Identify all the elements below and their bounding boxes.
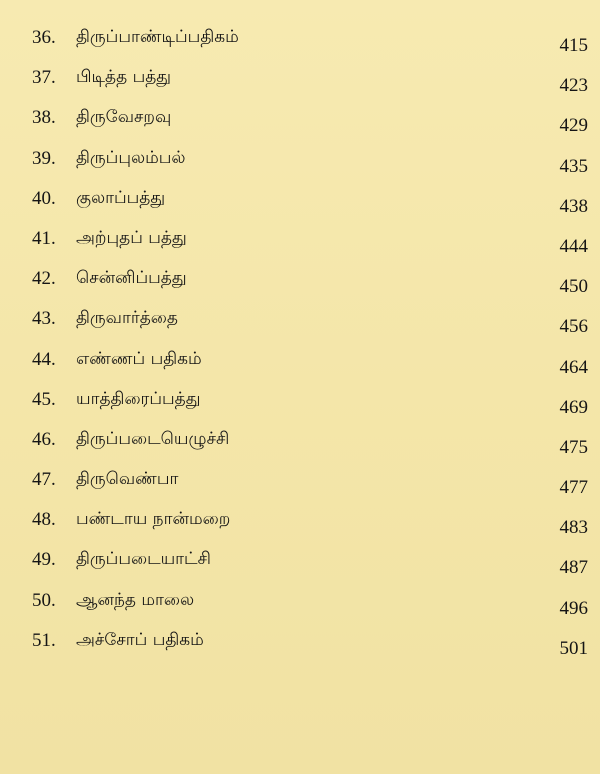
- entry-title: திருவெண்பா: [76, 469, 179, 490]
- entry-title: ஆனந்த மாலை: [76, 589, 195, 610]
- entry-page-number: 487: [559, 557, 588, 579]
- entry-title: திருவேசறவு: [76, 107, 172, 128]
- entry-page-number: 423: [559, 75, 588, 97]
- entry-number: 38.: [32, 107, 56, 129]
- entry-title: திருவார்த்தை: [76, 308, 178, 329]
- toc-entry: [0, 427, 600, 467]
- toc-entry: [0, 226, 600, 266]
- toc-entry: [0, 25, 600, 65]
- entry-number: 43.: [32, 308, 56, 330]
- toc-entry: [0, 105, 600, 145]
- entry-page-number: 444: [559, 235, 588, 257]
- entry-page-number: 438: [559, 195, 588, 217]
- entry-title: திருப்படையாட்சி: [76, 549, 211, 570]
- toc-entry: [0, 547, 600, 587]
- entry-number: 39.: [32, 147, 56, 169]
- toc-entry: [0, 507, 600, 547]
- entry-number: 51.: [32, 629, 56, 651]
- entry-title: யாத்திரைப்பத்து: [76, 388, 201, 409]
- toc-entry: [0, 65, 600, 105]
- entry-number: 50.: [32, 589, 56, 611]
- entry-number: 49.: [32, 549, 56, 571]
- entry-title: திருப்புலம்பல்: [76, 147, 186, 168]
- toc-entry: [0, 628, 600, 668]
- entry-title: திருப்பாண்டிப்பதிகம்: [76, 27, 239, 47]
- table-of-contents: [0, 25, 600, 668]
- entry-title: சென்னிப்பத்து: [76, 268, 187, 289]
- entry-page-number: 469: [559, 396, 588, 418]
- entry-title: எண்ணப் பதிகம்: [76, 348, 202, 369]
- toc-entry: [0, 146, 600, 186]
- toc-entry: [0, 467, 600, 507]
- entry-number: 44.: [32, 348, 56, 370]
- toc-entry: [0, 387, 600, 427]
- entry-page-number: 477: [559, 477, 588, 499]
- entry-title: திருப்படையெழுச்சி: [76, 428, 230, 449]
- entry-title: பண்டாய நான்மறை: [76, 509, 231, 530]
- entry-page-number: 496: [559, 597, 588, 619]
- entry-number: 47.: [32, 469, 56, 491]
- entry-page-number: 450: [559, 276, 588, 298]
- entry-page-number: 456: [559, 316, 588, 338]
- entry-title: அற்புதப் பத்து: [76, 227, 187, 248]
- entry-page-number: 475: [559, 436, 588, 458]
- toc-entry: [0, 266, 600, 306]
- entry-number: 48.: [32, 509, 56, 531]
- entry-page-number: 501: [559, 637, 588, 659]
- entry-number: 37.: [32, 67, 56, 89]
- entry-number: 45.: [32, 388, 56, 410]
- entry-page-number: 464: [559, 356, 588, 378]
- entry-number: 46.: [32, 428, 56, 450]
- toc-entry: [0, 347, 600, 387]
- entry-page-number: 429: [559, 115, 588, 137]
- toc-entry: [0, 588, 600, 628]
- entry-number: 40.: [32, 187, 56, 209]
- entry-title: குலாப்பத்து: [76, 187, 166, 208]
- entry-page-number: 483: [559, 517, 588, 539]
- entry-number: 42.: [32, 268, 56, 290]
- entry-number: 41.: [32, 227, 56, 249]
- toc-entry: [0, 306, 600, 346]
- entry-title: பிடித்த பத்து: [76, 67, 172, 88]
- entry-page-number: 435: [559, 155, 588, 177]
- entry-title: அச்சோப் பதிகம்: [76, 629, 204, 650]
- entry-page-number: 415: [559, 35, 588, 56]
- entry-number: 36.: [32, 27, 56, 48]
- toc-entry: [0, 186, 600, 226]
